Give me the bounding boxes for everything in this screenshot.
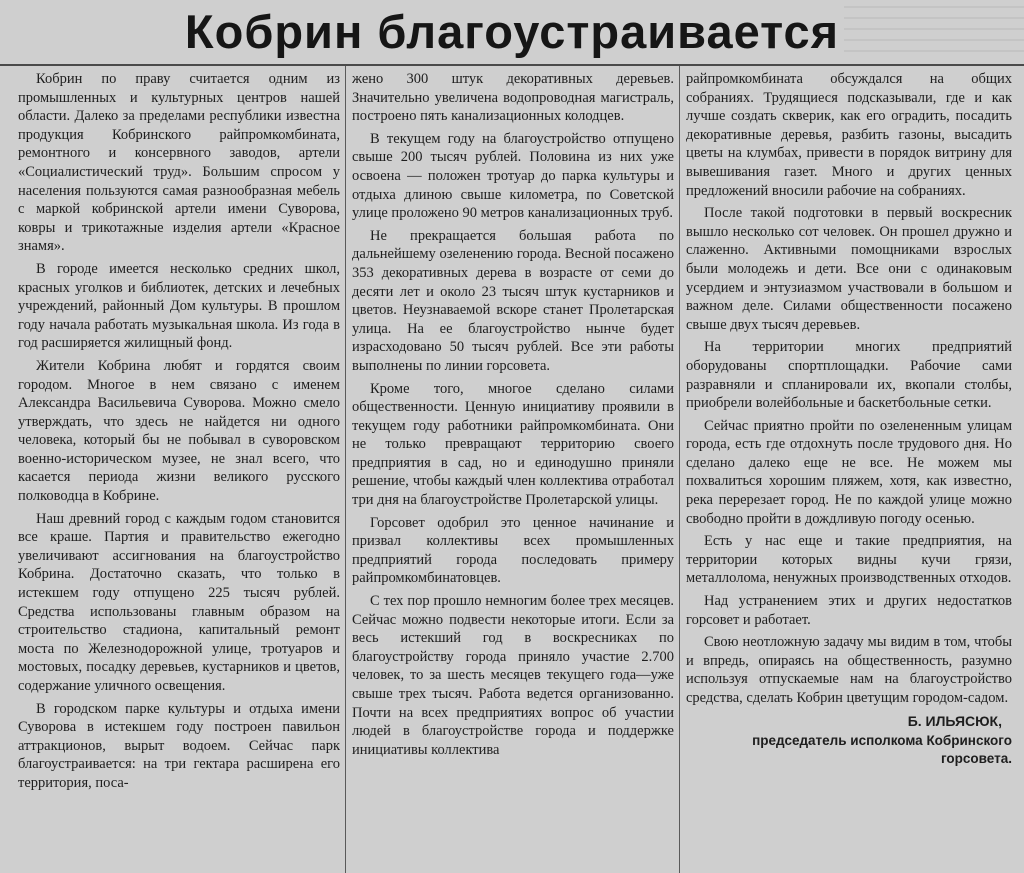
paragraph: Горсовет одобрил это ценное начинание и призвал коллективы всех промышленных предприятий города последовать примеру райпромкомбинатовцев. — [352, 514, 674, 587]
paragraph: В городе имеется несколько средних школ, красных уголков и библиотек, детских и лечебных учреждений, районный Дом культуры. В прошлом году начала работать музыкальная школа. Из года в год расширяется жилищный фонд. — [18, 260, 340, 352]
paragraph: Кроме того, многое сделано силами общественности. Ценную инициативу проявили в текущем году работники райпромкомбината. Они не только превращают территорию своего предприятия в сад, но и единодушно приняли решение, чтобы каждый член коллектива отработал три дня на благоустройстве Пролетарской улицы. — [352, 380, 674, 509]
paragraph: Наш древний город с каждым годом становится все краше. Партия и правительство ежегодно увеличивают ассигнования на благоустройство Кобрина. Достаточно сказать, что только в истекшем году отпущено 225 тысяч рублей. Средства использованы главным образом на строительство стадиона, капитальный ремонт моста по Железнодорожной улице, тротуаров и мостовых, посадку деревьев, кустарников и цветов, содержание уличного освещения. — [18, 510, 340, 694]
paragraph: Над устранением этих и других недостатков горсовет и работает. — [686, 593, 1012, 628]
paragraph: После такой подготовки в первый воскресник вышло несколько сот человек. Он прошел дружно и слаженно. Активными помощниками взрослых были молодежь и дети. Все они с одинаковым усердием и энтузиазмом участвовали в большом и важном деле. Силами общественности посажено свыше двух тысяч деревьев. — [686, 205, 1012, 333]
paragraph: Свою неотложную задачу мы видим в том, чтобы и впредь, опираясь на общественность, разумно используя отпускаемые нам на благоустройство средства, сделать Кобрин цветущим городом-садом. — [686, 634, 1012, 706]
paragraph: райпромкомбината обсуждался на общих собраниях. Трудящиеся подсказывали, где и как лучше создать скверик, как его оградить, посадить декоративные деревья, разбить газоны, высадить цветы на клумбах, привести в порядок витрину для вывешивания газет. Много и других ценных предложений вносили рабочие на собраниях. — [686, 71, 1012, 199]
paragraph: В текущем году на благоустройство отпущено свыше 200 тысяч рублей. Половина из них уже освоена — положен тротуар до парка культуры и отдыха длиною свыше километра, по Советской улице проложено 90 метров канализационных труб. — [352, 130, 674, 222]
paragraph: С тех пор прошло немногим более трех месяцев. Сейчас можно подвести некоторые итоги. Если за весь истекший год в воскресниках по благоустройству города приняло участие 2.700 человек, то за шесть месяцев текущего года—уже свыше трех тысяч. Работа ведется организованно. Почти на всех предприятиях вопрос об участии людей в благоустройстве города и поддержке инициативы коллектива — [352, 593, 674, 758]
paragraph: Жители Кобрина любят и гордятся своим городом. Многое в нем связано с именем Александра Васильевича Суворова. Можно смело утверждать, что здесь не найдется ни одного человека, который бы не побывал в суворовском военно-историческом музее, не знал всего, что касается периода жизни великого русского полководца в Кобрине. — [18, 357, 340, 505]
author-name: Б. ИЛЬЯСЮК, — [907, 712, 1002, 729]
article-column-1 — [18, 70, 340, 870]
article-column-3 — [686, 70, 1012, 870]
article-column-2 — [352, 70, 674, 870]
author-title: председатель исполкома Кобринского горсовета. — [752, 733, 1012, 767]
column-divider — [679, 66, 680, 873]
paragraph: Есть у нас еще и такие предприятия, на территории которых видны кучи грязи, металлолома, ненужных производственных отходов. — [686, 533, 1012, 587]
article-headline: Кобрин благоустраивается — [184, 5, 840, 58]
paragraph: Не прекращается большая работа по дальнейшему озеленению города. Весной посажено 353 декоративных дерева в возрасте от семи до десяти лет и около 23 тысяч штук кустарников и цветов. Неузнаваемой вскоре станет Пролетарская улица. На ее благоустройство нынче будет израсходовано 50 тысяч рублей. Все эти работы выполнены по линии горсовета. — [352, 227, 674, 374]
column-divider — [345, 66, 346, 873]
paragraph: жено 300 штук декоративных деревьев. Значительно увеличена водопроводная магистраль, построено пять канализационных колодцев. — [352, 71, 674, 125]
paragraph: На территории многих предприятий оборудованы спортплощадки. Рабочие сами разравняли и спланировали их, вкопали столбы, приобрели волейбольные и баскетбольные сетки. — [686, 339, 1012, 412]
paragraph: В городском парке культуры и отдыха имени Суворова в истекшем году построен павильон аттракционов, вырыт водоем. Сейчас парк благоустраивается: на три гектара расширена его территория, поса- — [18, 700, 340, 791]
paragraph: Кобрин по праву считается одним из промышленных и культурных центров нашей области. Далеко за пределами республики известна продукция Кобринского райпромкомбината, ремонтного и консервного заводов, артели «Социалистический труд». Большим спросом у населения пользуются самая разнообразная мебель с маркой кобринской артели имени Суворова, ковры и трикотажные изделия артели «Красное знамя». — [18, 71, 340, 255]
headline-rule — [0, 64, 1024, 66]
paragraph: Сейчас приятно пройти по озелененным улицам города, есть где отдохнуть после трудового дня. Но сделано далеко еще не все. Не можем мы похвалиться хорошим пляжем, хотя, как известно, река перерезает город. Не по каждой улице можно свободно пройти в дождливую погоду осенью. — [686, 417, 1012, 527]
